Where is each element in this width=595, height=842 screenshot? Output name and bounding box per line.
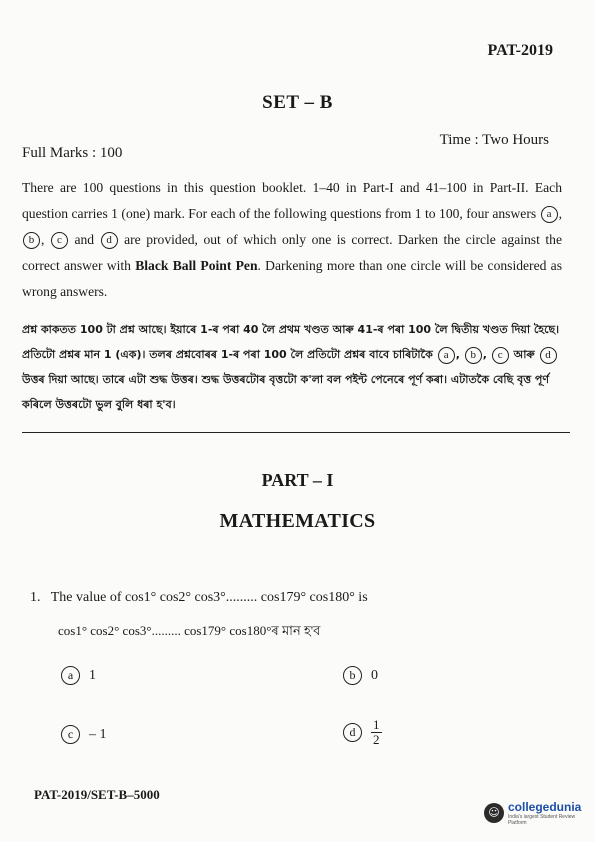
option-a-value: 1	[89, 667, 96, 683]
option-b-value: 0	[371, 667, 378, 683]
option-a-circle: a	[541, 206, 558, 223]
set-label: SET – B	[262, 92, 333, 113]
question-number: 1.	[30, 590, 41, 605]
option-b-circle: b	[465, 347, 482, 364]
instructions-assamese: প্ৰশ্ন কাকতত 100 টা প্ৰশ্ন আছে। ইয়াৰে 1-ৰ পৰা 40 লৈ প্ৰথম খণ্ডত আৰু 41-ৰ পৰা 100 লৈ দ্বিতীয় খণ্ডত দিয়া হৈছে। প্ৰতিটো প্ৰশ্নৰ মান 1 (এক)। তলৰ প্ৰশ্নবোৰৰ 1-ৰ পৰা 100 লৈ প্ৰতিটো প্ৰশ্নৰ বাবে চাৰিটাকৈ a , b , c আৰু d উত্তৰ দিয়া আছে। তাৰে এটা শুদ্ধ উত্তৰ। শুদ্ধ উত্তৰটোৰ বৃত্তটো ক'লা বল পইন্ট পেনেৰে পূৰ্ণ কৰা। এটাতকৈ বেছি বৃত্ত পূৰ্ণ কৰিলে উত্তৰটো ভুল বুলি ধৰা হ'ব।	[22, 323, 560, 411]
option-b[interactable]	[342, 666, 378, 685]
fraction-denominator: 2	[373, 732, 380, 747]
logo-text-block	[508, 800, 595, 826]
fraction-numerator: 1	[373, 717, 380, 732]
time-allowed: Time : Two Hours	[439, 132, 549, 148]
brand-tagline: India's largest Student Review Platform	[507, 814, 576, 826]
option-b-circle: b	[23, 232, 40, 249]
option-d[interactable]	[342, 718, 382, 747]
option-d-bubble[interactable]: d	[343, 723, 362, 742]
question-text: The value of cos1° cos2° cos3°......... cos179° cos180° is	[50, 590, 368, 605]
option-d-circle: d	[540, 347, 557, 364]
full-marks: Full Marks : 100	[22, 145, 123, 161]
option-c[interactable]	[60, 725, 107, 744]
option-c-circle: c	[492, 347, 509, 364]
option-d-circle: d	[101, 232, 118, 249]
option-c-value: – 1	[89, 726, 107, 742]
question-1	[30, 590, 368, 606]
brand-name: collegedunia	[507, 800, 582, 814]
option-d-fraction	[371, 718, 382, 747]
watermark-logo	[484, 800, 595, 826]
option-a-bubble[interactable]: a	[61, 666, 80, 685]
pen-instruction: Black Ball Point Pen	[135, 258, 258, 273]
mascot-icon: ☺	[484, 803, 504, 823]
instructions-english: There are 100 questions in this question booklet. 1–40 in Part-I and 41–100 in Part-II. Each question carries 1 (one) mark. For each of the following questions from 1 to 100, four answers a , b , c and d are provided, out of which only one is correct. Darken the circle against the correct answer with Black Ball Point Pen. Darkening more than one circle will be considered as wrong answers.	[22, 180, 563, 299]
subject-heading: MATHEMATICS	[219, 510, 376, 532]
divider	[22, 432, 570, 433]
option-c-circle: c	[51, 232, 68, 249]
option-c-bubble[interactable]: c	[61, 725, 80, 744]
option-a-circle: a	[438, 347, 455, 364]
exam-code: PAT-2019	[487, 42, 553, 59]
part-heading: PART – I	[261, 470, 334, 490]
footer-code: PAT-2019/SET-B–5000	[34, 787, 160, 802]
option-a[interactable]	[60, 666, 96, 685]
question-1-assamese: cos1° cos2° cos3°......... cos179° cos180°ৰ মান হ'ব	[58, 623, 321, 638]
option-b-bubble[interactable]: b	[343, 666, 362, 685]
